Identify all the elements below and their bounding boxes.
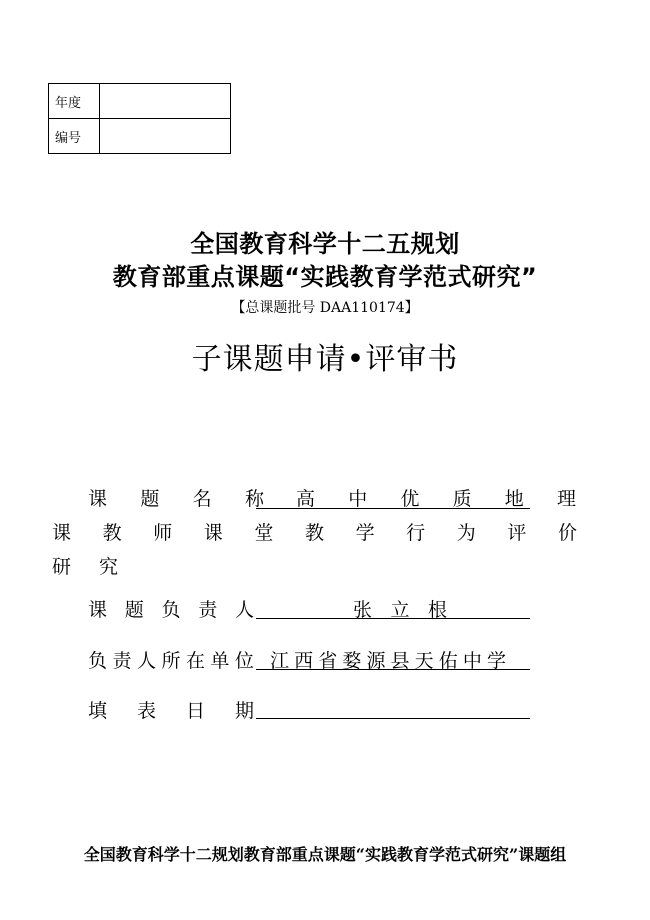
- char: 教: [102, 522, 122, 544]
- year-number-table: [48, 83, 231, 154]
- char: 地: [504, 488, 524, 510]
- document-subtitle: 子课题申请•评审书: [191, 342, 459, 377]
- char: 西: [294, 650, 314, 672]
- number-label: 编号: [49, 119, 100, 154]
- unit-label: [88, 646, 254, 673]
- char: 负: [88, 650, 108, 672]
- char: 学: [486, 650, 506, 672]
- char: 质: [452, 488, 472, 510]
- char: 表: [136, 700, 156, 722]
- topic-value-line2: [52, 518, 577, 545]
- main-title-line2: 教育部重点课题“实践教育学范式研究”: [112, 263, 538, 291]
- char: 中: [462, 650, 482, 672]
- char: 佑: [438, 650, 458, 672]
- char: 研: [52, 556, 72, 578]
- char: 教: [304, 522, 324, 544]
- char: 评: [507, 522, 527, 544]
- char: 天: [414, 650, 434, 672]
- char: 源: [366, 650, 386, 672]
- char: 师: [153, 522, 173, 544]
- char: 行: [406, 522, 426, 544]
- char: 县: [390, 650, 410, 672]
- date-label: [88, 696, 254, 723]
- char: 人: [136, 650, 156, 672]
- char: 高: [296, 488, 316, 510]
- footer-organization: 全国教育科学十二规划教育部重点课题“实践教育学范式研究”课题组: [83, 845, 567, 864]
- char: 理: [556, 488, 576, 510]
- char: 称: [244, 488, 264, 510]
- char: 婺: [342, 650, 362, 672]
- char: 责: [112, 650, 132, 672]
- topic-underline: [256, 508, 530, 509]
- char: 名: [192, 488, 212, 510]
- char: 题: [124, 599, 144, 621]
- date-underline: [256, 718, 530, 719]
- char: 张: [353, 599, 373, 621]
- number-field[interactable]: [100, 119, 231, 154]
- year-label: 年度: [49, 84, 100, 119]
- batch-number: 【总课题批号 DAA110174】: [231, 300, 419, 316]
- char: 课: [203, 522, 223, 544]
- char: 负: [161, 599, 181, 621]
- char: 省: [318, 650, 338, 672]
- char: 填: [88, 700, 108, 722]
- topic-value-line3: [52, 552, 118, 579]
- char: 为: [456, 522, 476, 544]
- char: 单: [210, 650, 230, 672]
- topic-label: [88, 484, 264, 511]
- char: 中: [348, 488, 368, 510]
- char: 课: [88, 599, 108, 621]
- char: 江: [270, 650, 290, 672]
- char: 堂: [254, 522, 274, 544]
- char: 责: [198, 599, 218, 621]
- char: 学: [355, 522, 375, 544]
- char: 在: [185, 650, 205, 672]
- char: 位: [234, 650, 254, 672]
- leader-underline: [256, 618, 530, 619]
- char: 究: [98, 556, 118, 578]
- char: 课: [52, 522, 72, 544]
- char: 根: [427, 599, 447, 621]
- char: 题: [140, 488, 160, 510]
- topic-value-line1[interactable]: [296, 484, 576, 511]
- char: 立: [390, 599, 410, 621]
- char: 课: [88, 488, 108, 510]
- char: 所: [161, 650, 181, 672]
- char: 人: [234, 599, 254, 621]
- unit-underline: [256, 669, 530, 670]
- char: 日: [185, 700, 205, 722]
- char: 优: [400, 488, 420, 510]
- main-title-line1: 全国教育科学十二五规划: [190, 230, 460, 258]
- char: 价: [557, 522, 577, 544]
- char: 期: [234, 700, 254, 722]
- leader-label: [88, 595, 254, 622]
- year-field[interactable]: [100, 84, 231, 119]
